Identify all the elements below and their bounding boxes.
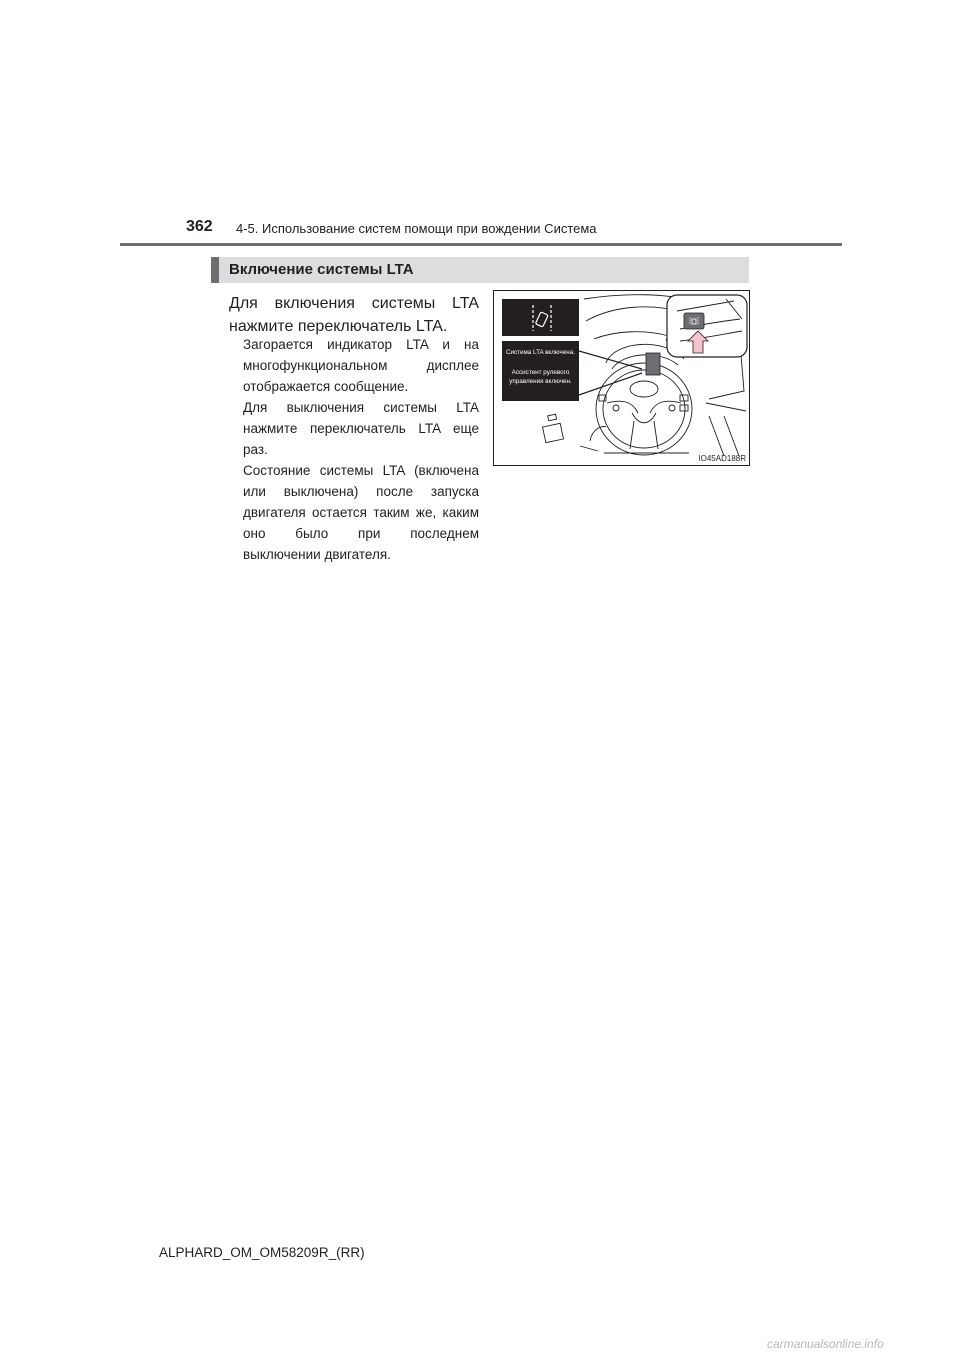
intro-text [229, 292, 479, 338]
document-id: ALPHARD_OM_OM58209R_(RR) [159, 1245, 365, 1260]
intro-line: Для включения системы LTA [229, 295, 479, 312]
watermark: carmanualsonline.info [767, 1337, 884, 1351]
section-heading-bar [211, 257, 749, 283]
lta-indicator-panel [502, 299, 579, 336]
running-head: 4-5. Использование систем помощи при вождении Система [236, 221, 597, 236]
paragraph-turn-off [243, 397, 479, 460]
text-line: отображается сообщение. [243, 379, 409, 394]
paragraph-state-memory [243, 460, 479, 565]
display-message-line: Ассистент рулевого управления включен. [509, 369, 572, 385]
display-message-line: Система LTA включена. [505, 349, 576, 356]
text-line: многофункциональном дисплее [243, 358, 479, 373]
lta-switch-icon [684, 313, 704, 329]
text-line: или выключена) после запуска [243, 484, 479, 499]
text-line: двигателя остается таким же, каким [243, 505, 479, 520]
text-line: оно было при последнем [243, 526, 479, 541]
switch-inset [667, 295, 747, 357]
section-title: Включение системы LTA [229, 261, 414, 278]
paragraph-indicator [243, 334, 479, 397]
dashboard-illustration [493, 290, 750, 466]
figure-code: IO45AD188R [698, 454, 746, 463]
text-line: Для выключения системы LTA [243, 400, 479, 415]
text-line: выключении двигателя. [243, 547, 391, 562]
text-line: раз. [243, 442, 268, 457]
text-line: Состояние системы LTA (включена [243, 463, 479, 478]
text-line: нажмите переключатель LTA еще [243, 421, 479, 436]
header-rule [120, 243, 842, 246]
page-number: 362 [186, 218, 213, 235]
text-line: Загорается индикатор LTA и на [243, 337, 479, 352]
intro-line: нажмите переключатель LTA. [229, 318, 448, 335]
multi-information-display-message [502, 341, 579, 401]
